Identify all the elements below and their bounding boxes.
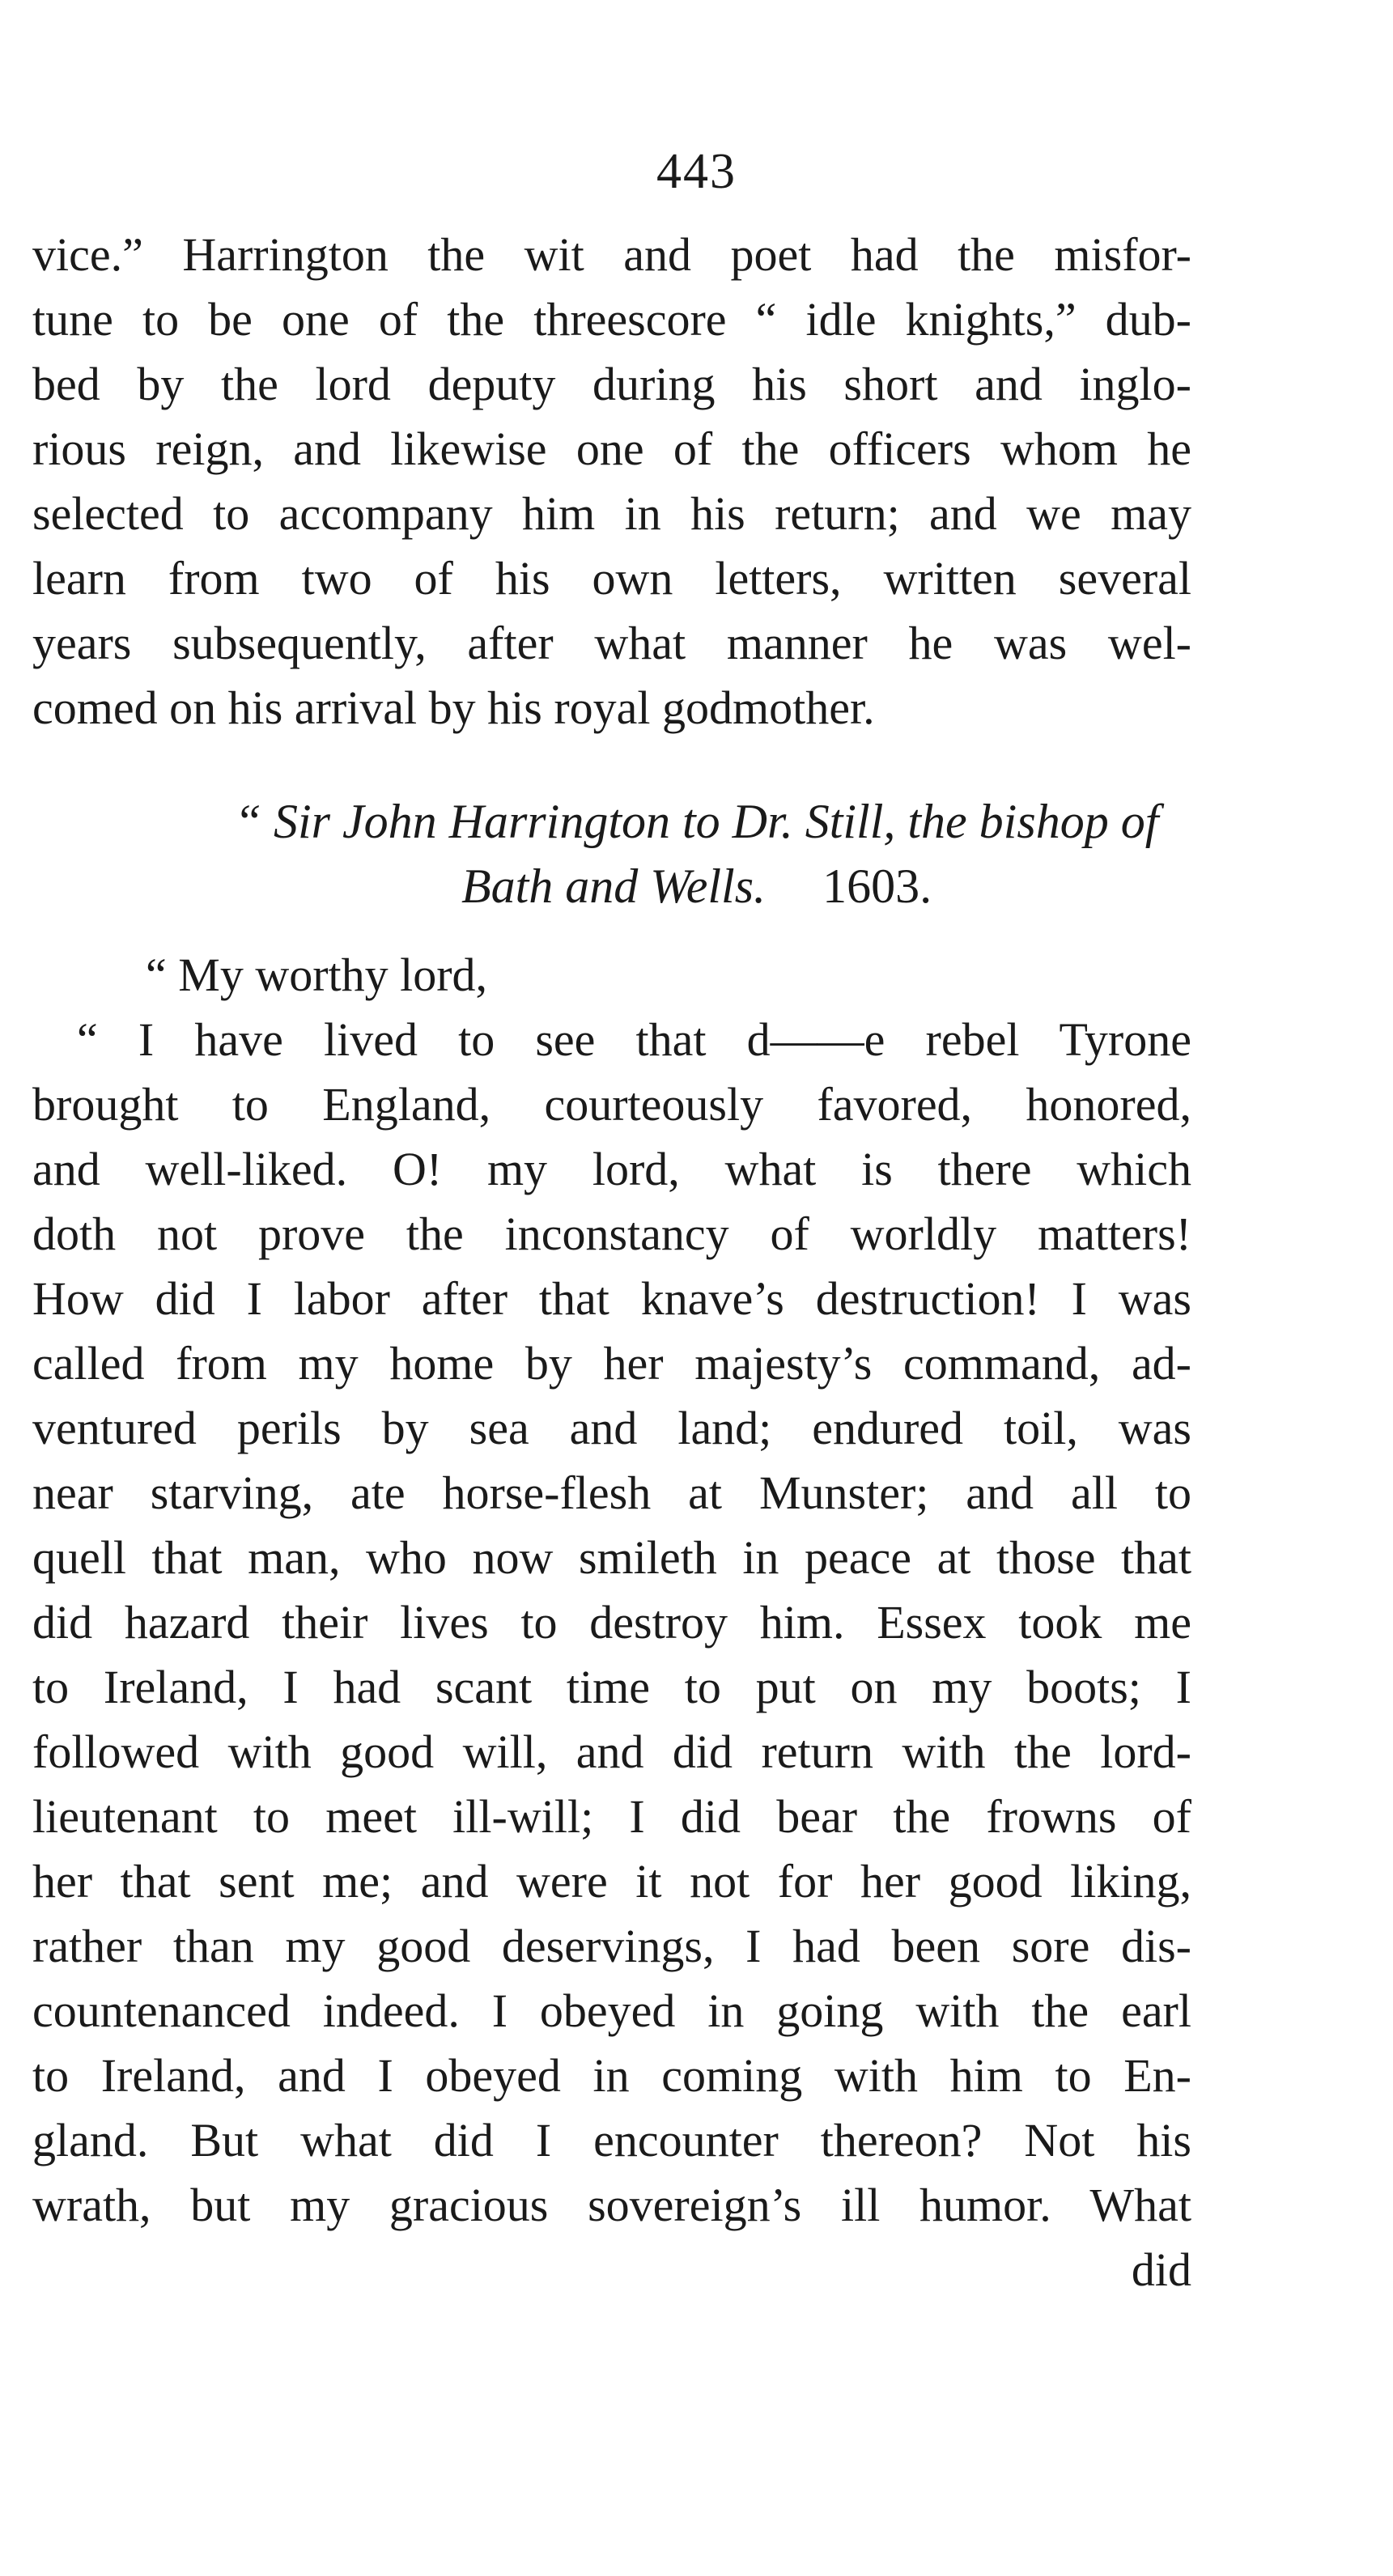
text-line: How did I labor after that knave’s destruction! I was	[32, 1272, 1191, 1325]
text-line: vice.” Harrington the wit and poet had the misfor-	[32, 228, 1191, 281]
text-line: and well-liked. O! my lord, what is there which	[32, 1143, 1191, 1195]
text-line: bed by the lord deputy during his short and inglo-	[32, 358, 1191, 410]
text-line: lieutenant to meet ill-will; I did bear the frowns of	[32, 1790, 1191, 1843]
letter-heading-line1: “ Sir John Harrington to Dr. Still, the bishop of	[234, 795, 1159, 848]
text-line: doth not prove the inconstancy of worldly matters!	[32, 1207, 1191, 1260]
letter-heading-place: Bath and Wells.	[461, 859, 767, 913]
text-line: called from my home by her majesty’s command, ad-	[32, 1337, 1191, 1390]
text-line: years subsequently, after what manner he was wel-	[32, 617, 1191, 669]
catchword: did	[1131, 2243, 1191, 2296]
text-line: rather than my good deservings, I had been sore dis-	[32, 1920, 1191, 1972]
text-line: to Ireland, and I obeyed in coming with him to En-	[32, 2049, 1191, 2102]
text-line: to Ireland, I had scant time to put on my boots; I	[32, 1661, 1191, 1713]
text-line: did hazard their lives to destroy him. Essex took me	[32, 1596, 1191, 1649]
text-line: her that sent me; and were it not for her good liking,	[32, 1855, 1191, 1908]
text-line: countenanced indeed. I obeyed in going with the earl	[32, 1984, 1191, 2037]
text-line: quell that man, who now smileth in peace at those that	[32, 1531, 1191, 1584]
text-line: rious reign, and likewise one of the officers whom he	[32, 422, 1191, 475]
text-line: tune to be one of the threescore “ idle knights,” dub-	[32, 293, 1191, 346]
page-number: 443	[656, 144, 737, 199]
text-line: near starving, ate horse-flesh at Munster; and all to	[32, 1466, 1191, 1519]
text-line: comed on his arrival by his royal godmother.	[32, 681, 875, 734]
letter-heading-year: 1603.	[822, 859, 932, 913]
text-line: followed with good will, and did return with the lord-	[32, 1725, 1191, 1778]
text-line: wrath, but my gracious sovereign’s ill humor. What	[32, 2179, 1191, 2231]
text-line: brought to England, courteously favored, honored,	[32, 1078, 1191, 1131]
text-line: learn from two of his own letters, written several	[32, 552, 1191, 605]
text-line: selected to accompany him in his return; and we may	[32, 487, 1191, 540]
letter-salutation: “ My worthy lord,	[146, 948, 488, 1001]
text-line: “ I have lived to see that d——e rebel Tyrone	[77, 1013, 1191, 1066]
text-line: ventured perils by sea and land; endured toil, was	[32, 1402, 1191, 1454]
text-line: gland. But what did I encounter thereon? Not his	[32, 2114, 1191, 2166]
